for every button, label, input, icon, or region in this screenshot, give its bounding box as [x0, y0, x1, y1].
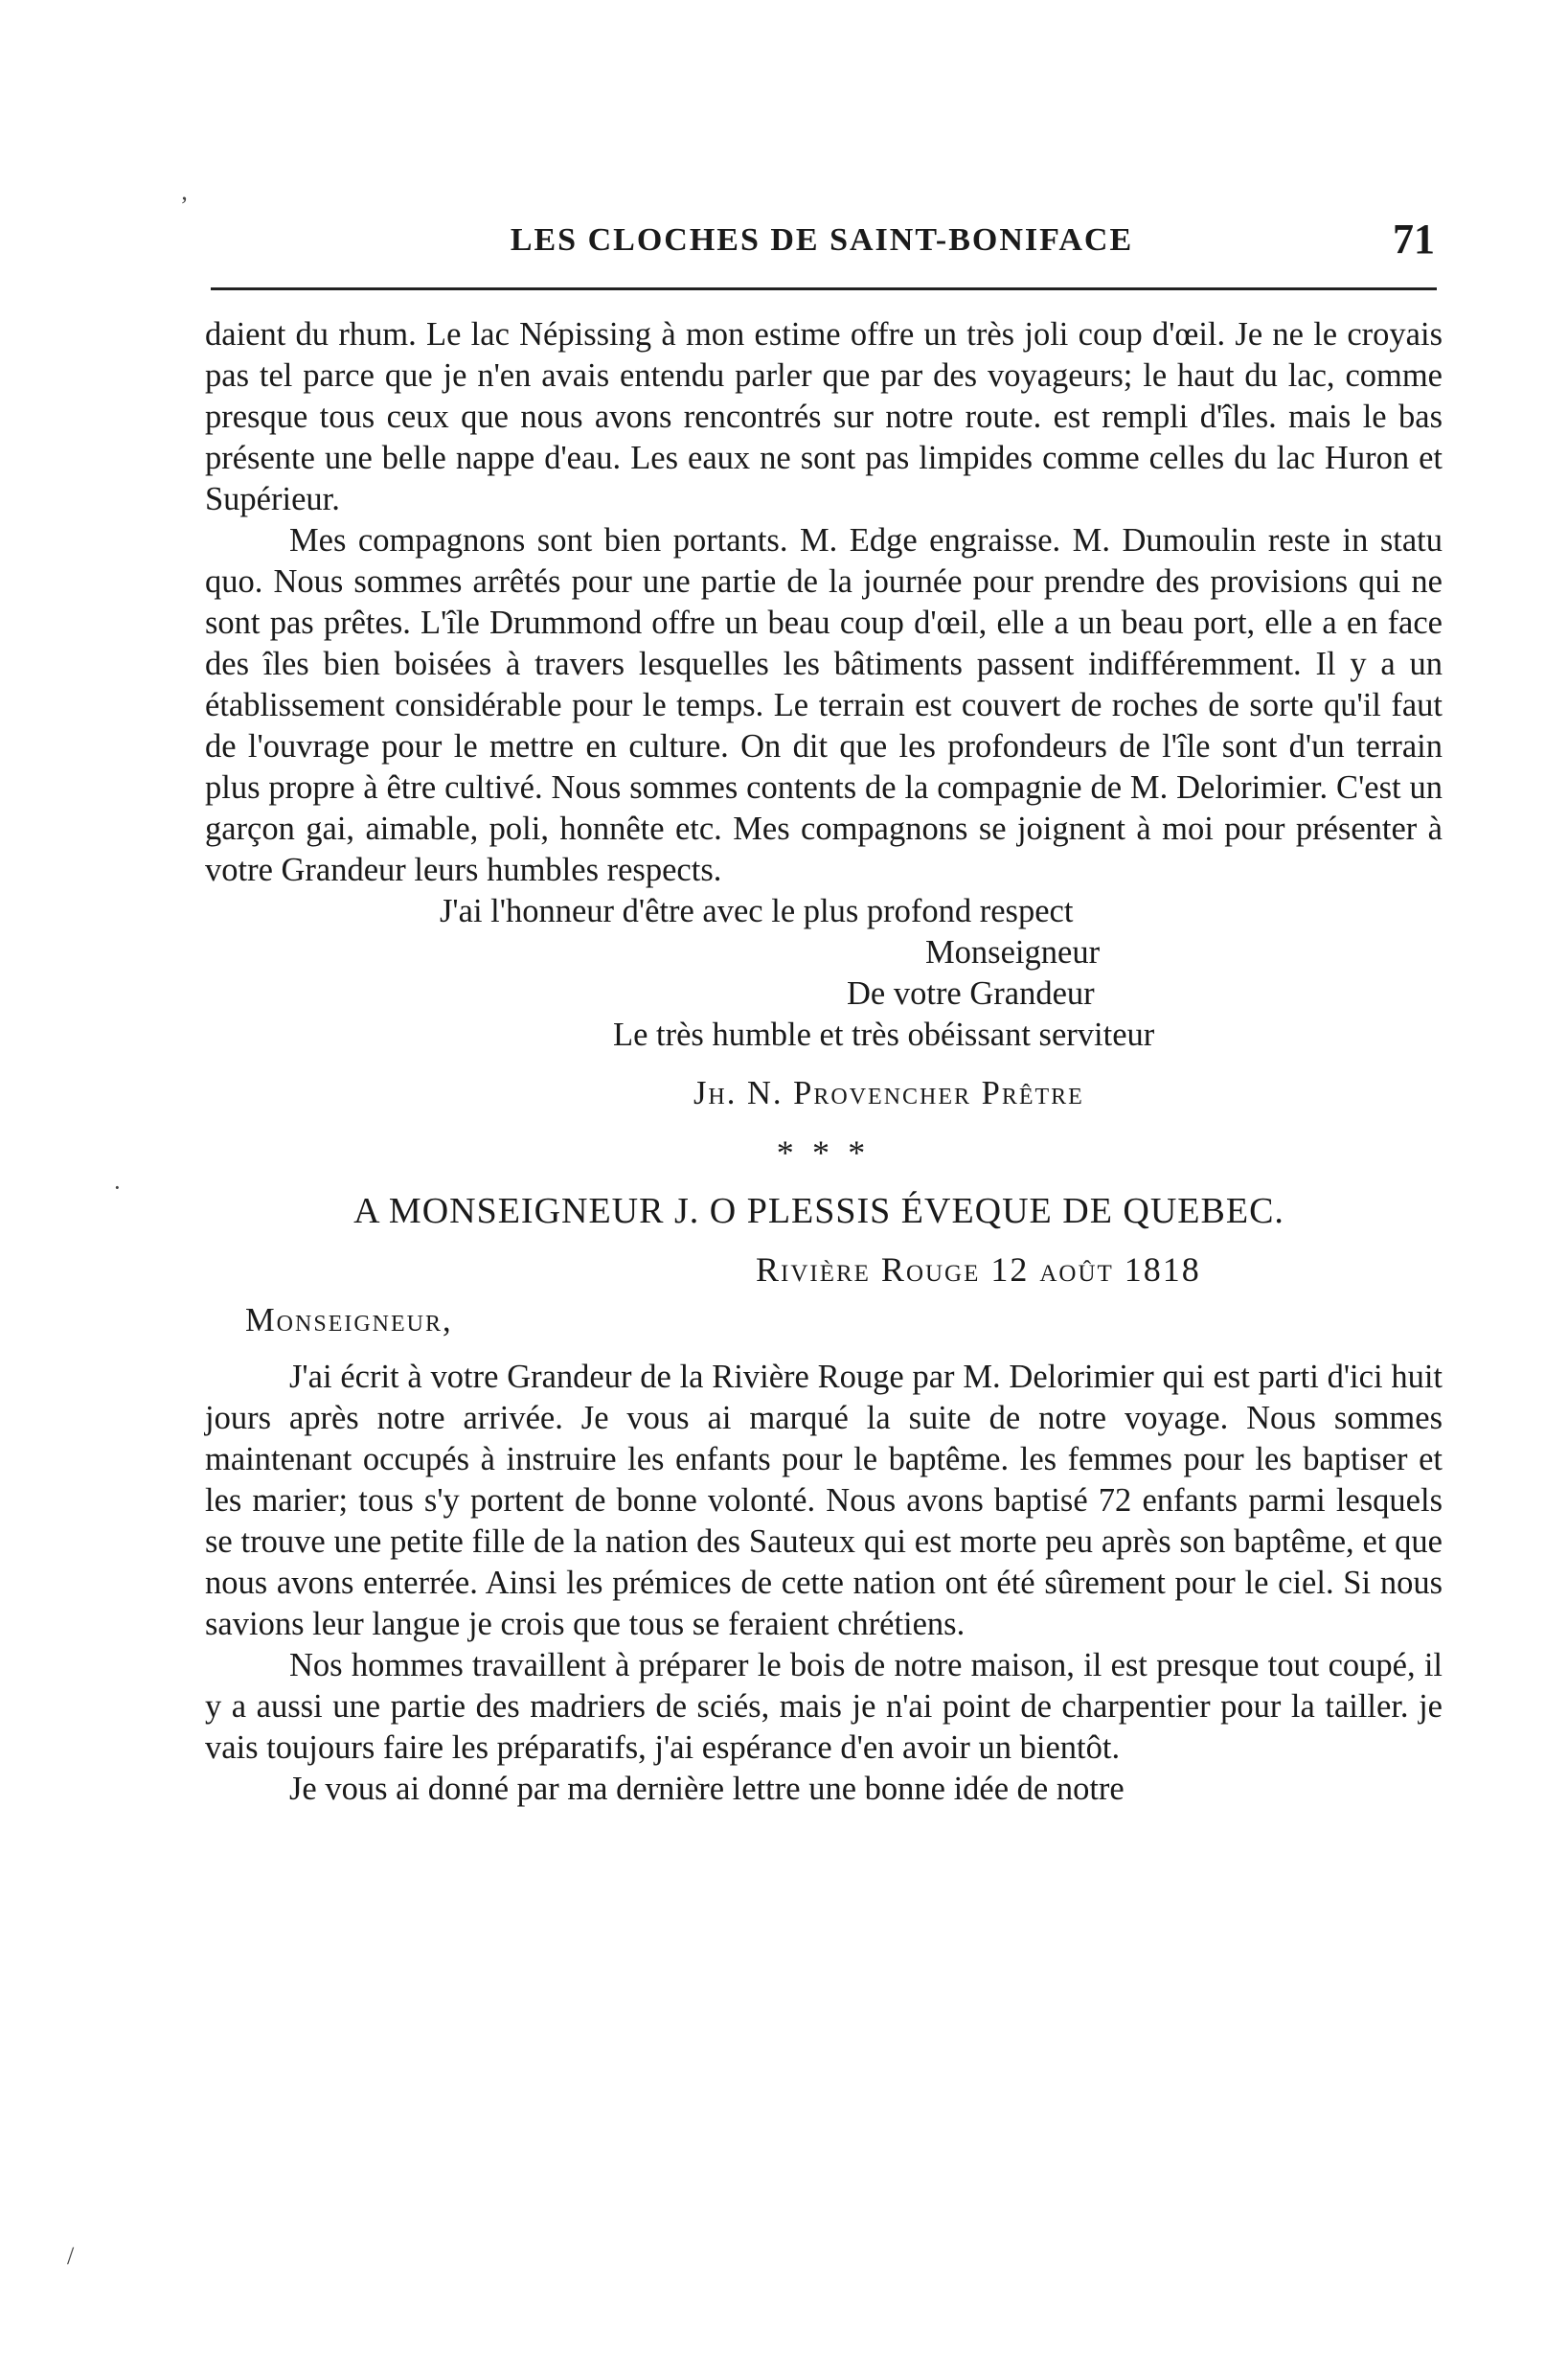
- letter-heading: A MONSEIGNEUR J. O PLESSIS ÉVEQUE DE QUEBEC.: [353, 1191, 1284, 1231]
- closing-line: Monseigneur: [925, 934, 1101, 971]
- closing-line: De votre Grandeur: [847, 975, 1095, 1012]
- signature: Jh. N. Provencher Prêtre: [693, 1075, 1084, 1111]
- page-body: [205, 314, 1443, 1810]
- margin-tick: ʼ: [180, 192, 189, 219]
- letter-body: [205, 1357, 1443, 1810]
- header-rule: [211, 287, 1437, 290]
- place-date: Rivière Rouge 12 août 1818: [756, 1250, 1201, 1289]
- section-separator: * * *: [776, 1133, 872, 1172]
- paragraph: daient du rhum. Le lac Népissing à mon estime offre un très joli coup d'œil. Je ne le croyais pas tel parce que je n'en avais entendu parler que par des voyageurs; le haut du lac, comme presque tous ceux que nous avons rencontrés sur notre route. est rempli d'îles. mais le bas présente une belle nappe d'eau. Les eaux ne sont pas limpides comme celles du lac Huron et Supérieur.: [205, 316, 1443, 517]
- salutation: Monseigneur,: [245, 1302, 453, 1338]
- margin-tick: /: [67, 2242, 75, 2270]
- paragraph: Nos hommes travaillent à préparer le bois de notre maison, il est presque tout coupé, il y a aussi une partie des madriers de sciés, mais je n'ai point de charpentier pour la tailler. je vais toujours faire les préparatifs, j'ai espérance d'en avoir un bientôt.: [205, 1647, 1443, 1766]
- paragraph: Mes compagnons sont bien portants. M. Edge engraisse. M. Dumoulin reste in statu quo. Nous sommes arrêtés pour une partie de la journée pour prendre des provisions qui ne sont pas prêtes. L'île Drummond offre un beau coup d'œil, elle a un beau port, elle a en face des îles bien boisées à travers lesquelles les bâtiments passent indifféremment. Il y a un établissement considérable pour le temps. Le terrain est couvert de roches de sorte qu'il faut de l'ouvrage pour le mettre en culture. On dit que les profondeurs de l'île sont d'un terrain plus propre à être cultivé. Nous sommes contents de la compagnie de M. Delorimier. C'est un garçon gai, aimable, poli, honnête etc. Mes compagnons se joignent à moi pour présenter à votre Grandeur leurs humbles respects.: [205, 522, 1443, 888]
- paragraph: J'ai écrit à votre Grandeur de la Rivière Rouge par M. Delorimier qui est parti d'ici huit jours après notre arrivée. Je vous ai marqué la suite de notre voyage. Nous sommes maintenant occupés à instruire les enfants pour le baptême. les femmes pour les baptiser et les marier; tous s'y portent de bonne volonté. Nous avons baptisé 72 enfants parmi lesquels se trouve une petite fille de la nation des Sauteux qui est morte peu après son baptême, et que nous avons enterrée. Ainsi les prémices de cette nation ont été sûrement pour le ciel. Si nous savions leur langue je crois que tous se feraient chrétiens.: [205, 1359, 1443, 1642]
- page-number: 71: [1393, 216, 1435, 263]
- running-title: LES CLOCHES DE SAINT-BONIFACE: [510, 222, 1134, 258]
- paragraph: Je vous ai donné par ma dernière lettre une bonne idée de notre: [289, 1771, 1125, 1807]
- running-head: [209, 216, 1435, 270]
- margin-dot: ·: [113, 1174, 122, 1201]
- letter-closing: [205, 891, 1443, 1114]
- closing-line: Le très humble et très obéissant serviteur: [613, 1017, 1155, 1053]
- closing-line: J'ai l'honneur d'être avec le plus profond respect: [440, 893, 1074, 929]
